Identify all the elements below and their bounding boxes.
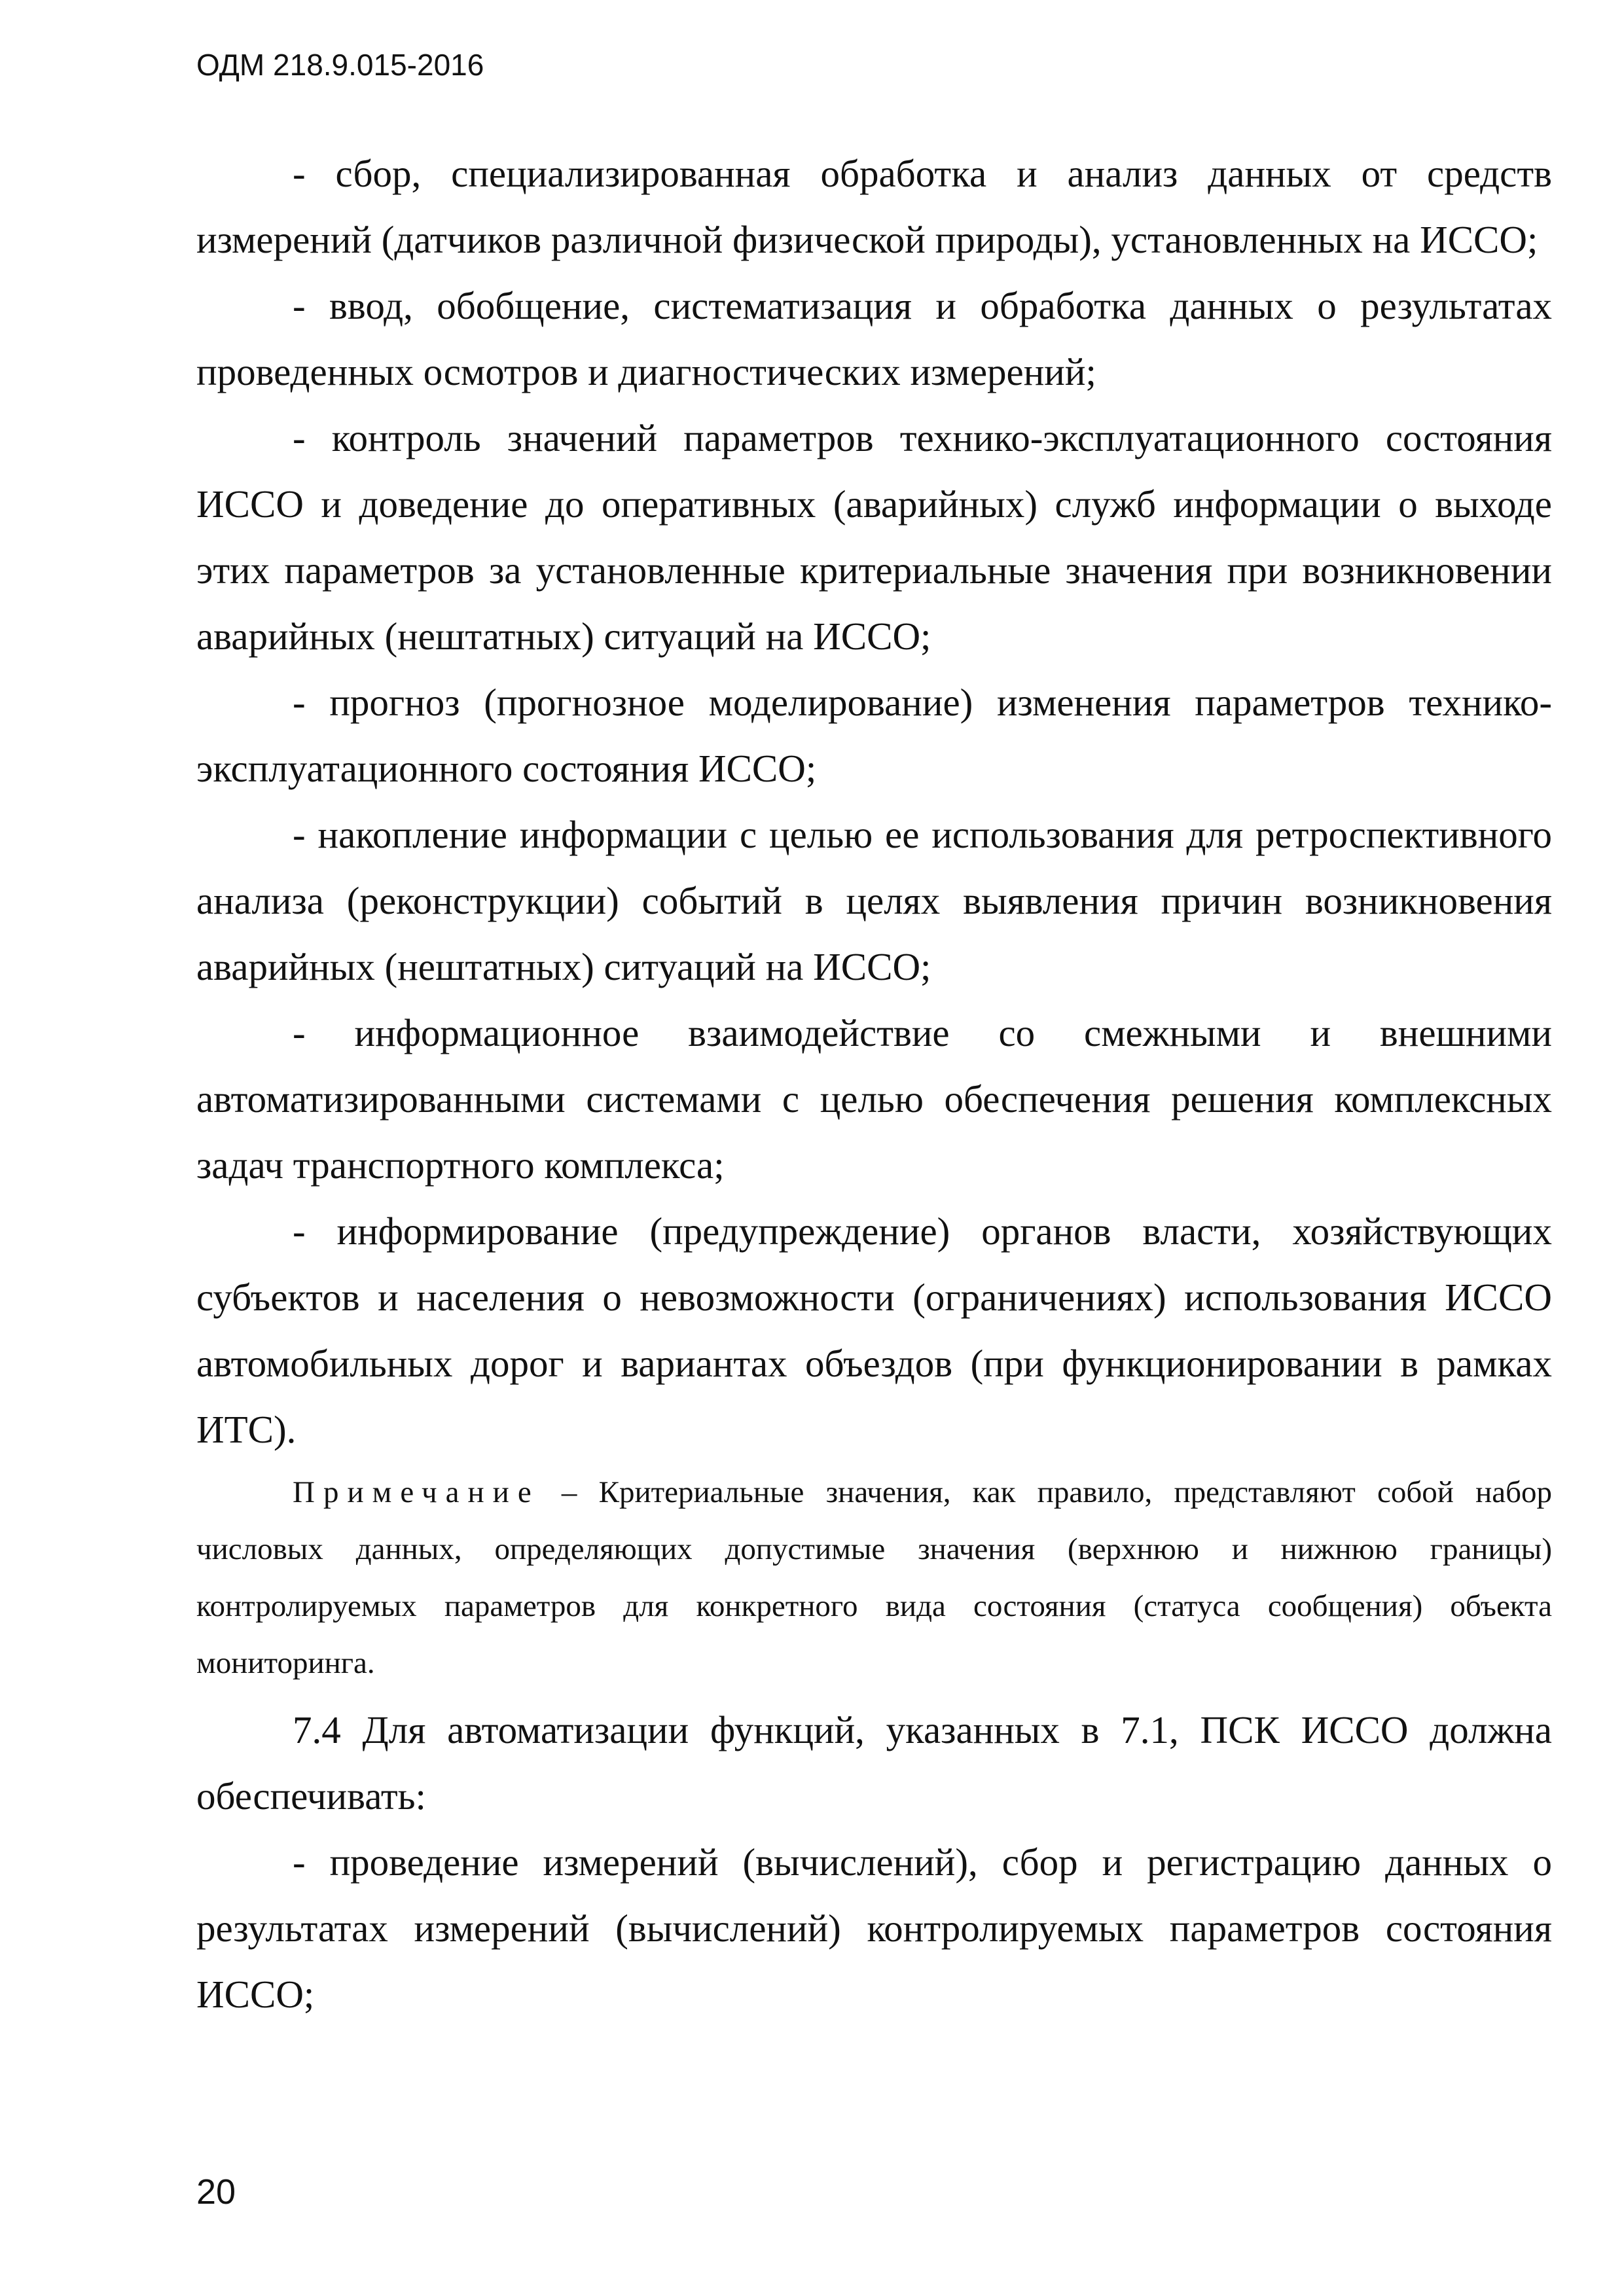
list-item: - накопление информации с целью ее использования для ретроспективного анализа (реконструкции) событий в целях выявления причин возникновения аварийных (нештатных) ситуаций на ИССО; — [196, 813, 1552, 988]
list-item: - проведение измерений (вычислений), сбор и регистрацию данных о результатах измерений (вычислений) контролируемых параметров состояния ИССО; — [196, 1840, 1552, 2016]
list-item: - сбор, специализированная обработка и анализ данных от средств измерений (датчиков различной физической природы), установленных на ИССО; — [196, 152, 1552, 261]
list-item: - информационное взаимодействие со смежными и внешними автоматизированными системами с целью обеспечения решения комплексных задач транспортного комплекса; — [196, 1011, 1552, 1187]
page-number: 20 — [196, 2172, 236, 2212]
note-paragraph — [196, 1464, 1552, 1692]
list-item: - прогноз (прогнозное моделирование) изменения параметров технико-эксплуатационного состояния ИССО; — [196, 681, 1552, 790]
list-item: - ввод, обобщение, систематизация и обработка данных о результатах проведенных осмотров и диагностических измерений; — [196, 284, 1552, 393]
note-text: – Критериальные значения, как правило, представляют собой набор числовых данных, определяющих допустимые значения (верхнюю и нижнюю границы) контролируемых параметров для конкретного вида состояния (статуса сообщения) объекта мониторинга. — [196, 1475, 1553, 1680]
list-item: - контроль значений параметров технико-эксплуатационного состояния ИССО и доведение до оперативных (аварийных) служб информации о выходе этих параметров за установленные критериальные значения при возникновении аварийных (нештатных) ситуаций на ИССО; — [196, 416, 1552, 658]
note-label: Примечание — [293, 1475, 540, 1509]
list-item: - информирование (предупреждение) органов власти, хозяйствующих субъектов и населения о невозможности (ограничениях) использования ИССО автомобильных дорог и вариантах объездов (при функционировании в рамках ИТС). — [196, 1210, 1552, 1451]
document-code-header: ОДМ 218.9.015-2016 — [196, 48, 484, 82]
clause-paragraph: 7.4 Для автоматизации функций, указанных в 7.1, ПСК ИССО должна обеспечивать: — [196, 1708, 1552, 1818]
document-body — [196, 141, 1552, 2028]
